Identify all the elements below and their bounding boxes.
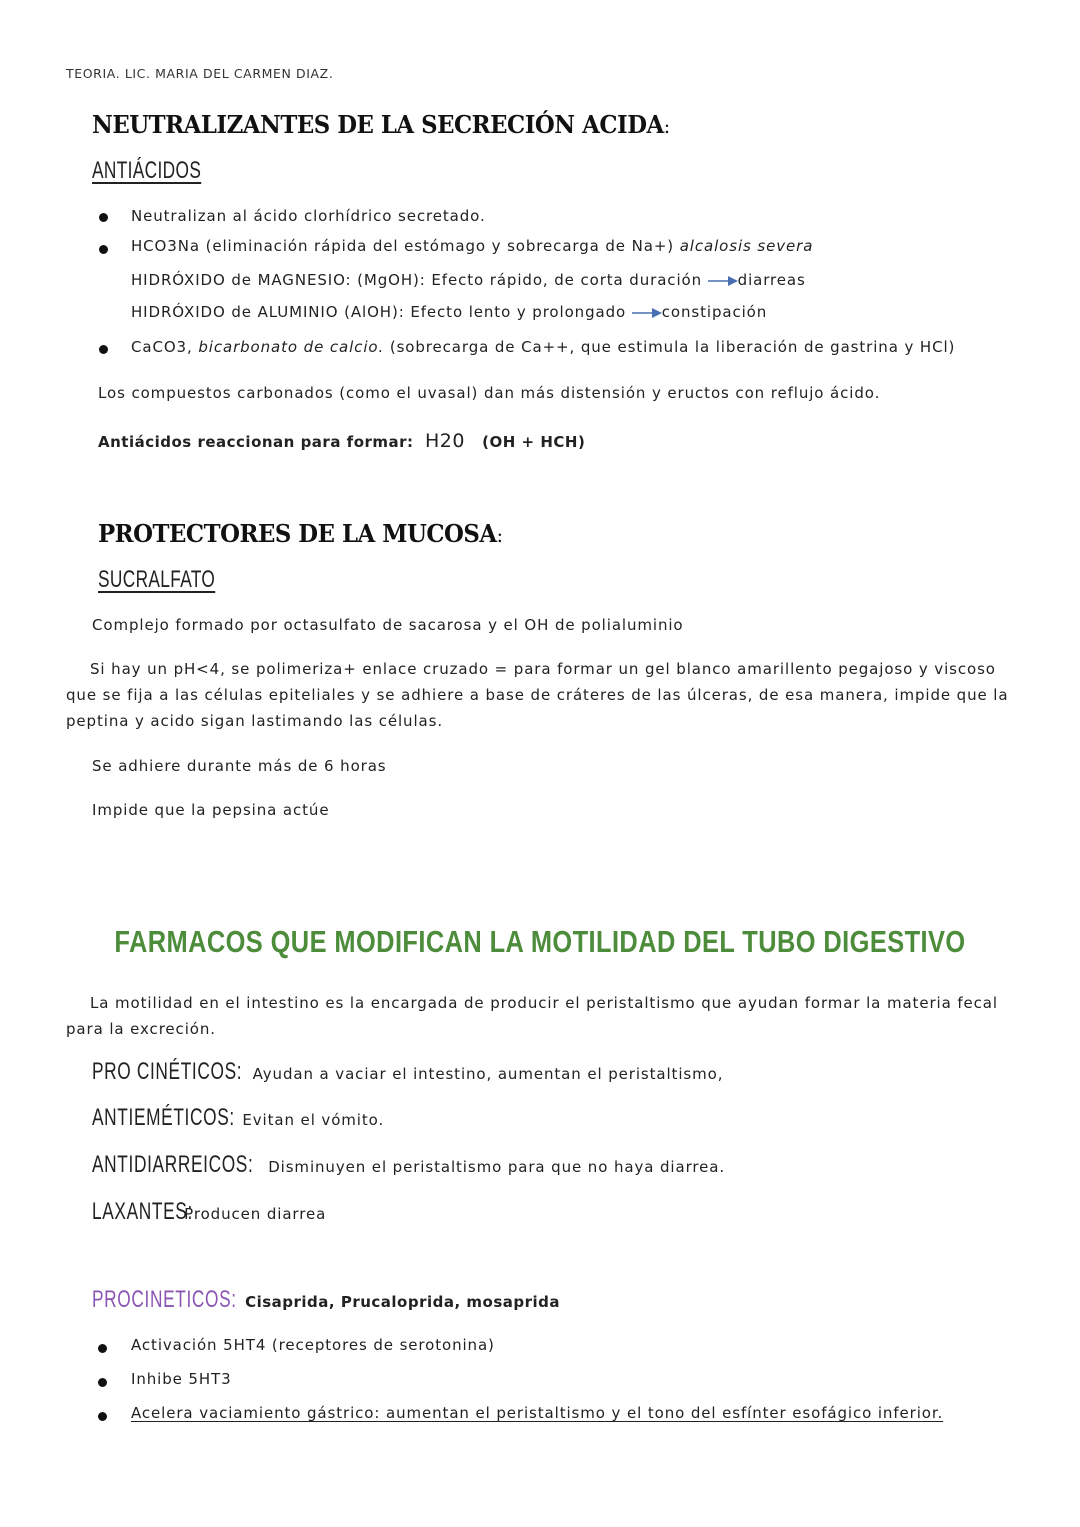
- motilidad-intro: La motilidad en el intestino es la encargada de producir el peristaltismo que ayudan formar la materia fecal para la excreción.: [66, 994, 998, 1038]
- formula-hco3na: HCO3Na: [131, 237, 200, 255]
- antiacidos-bullet-3: CaCO3, bicarbonato de calcio. (sobrecarga de Ca++, que estimula la liberación de gastrina y HCl): [131, 338, 956, 356]
- aluminio-line: HIDRÓXIDO de ALUMINIO (AlOH): Efecto lento y prolongado constipación: [131, 303, 768, 321]
- bullet-dot: [98, 1378, 107, 1387]
- bullet-dot: [99, 213, 108, 222]
- procineticos-bullet-2: Inhibe 5HT3: [131, 1370, 232, 1388]
- section-title-motilidad: FARMACOS QUE MODIFICAN LA MOTILIDAD DEL TUBO DIGESTIVO: [114, 924, 966, 959]
- sucralfato-pepsina: Impide que la pepsina actúe: [92, 801, 330, 819]
- section-title-protectores: PROTECTORES DE LA MUCOSA:: [98, 519, 503, 548]
- bullet-dot: [99, 345, 108, 354]
- bullet-dot: [98, 1344, 107, 1353]
- arrow-right-icon: [708, 274, 738, 288]
- category-laxantes: LAXANTES:Producen diarrea: [92, 1198, 327, 1225]
- carbonates-note: Los compuestos carbonados (como el uvasal) dan más distensión y eructos con reflujo ácido.: [98, 384, 881, 402]
- antiacidos-bullet-1: Neutralizan al ácido clorhídrico secretado.: [131, 207, 486, 225]
- teacher-header: TEORIA. LIC. MARIA DEL CARMEN DIAZ.: [66, 66, 334, 81]
- bullet-dot: [98, 1412, 107, 1421]
- subtitle-sucralfato: SUCRALFATO: [98, 566, 216, 593]
- category-antiemeticos: ANTIEMÉTICOS: Evitan el vómito.: [92, 1104, 385, 1131]
- subtitle-antiacidos: ANTIÁCIDOS: [92, 157, 202, 184]
- category-procineticos: PRO CINÉTICOS: Ayudan a vaciar el intestino, aumentan el peristaltismo,: [92, 1058, 724, 1085]
- bullet-dot: [99, 245, 108, 254]
- section-title-neutralizantes: NEUTRALIZANTES DE LA SECRECIÓN ACIDA:: [92, 110, 670, 139]
- category-antidiarreicos: ANTIDIARREICOS: Disminuyen el peristaltismo para que no haya diarrea.: [92, 1151, 725, 1178]
- reaction-line: Antiácidos reaccionan para formar: H20 (OH + HCH): [98, 430, 586, 452]
- sucralfato-duration: Se adhiere durante más de 6 horas: [92, 757, 387, 775]
- procineticos-bullet-1: Activación 5HT4 (receptores de serotonina): [131, 1336, 495, 1354]
- sucralfato-paragraph: Si hay un pH<4, se polimeriza+ enlace cruzado = para formar un gel blanco amarillento pegajoso y viscoso que se fija a las células epiteliales y se adhiere a base de cráteres de las úlceras, de esa manera, impide que la peptina y acido sigan lastimando las células.: [66, 660, 1009, 730]
- antiacidos-bullet-2: HCO3Na (eliminación rápida del estómago y sobrecarga de Na+) alcalosis severa: [131, 237, 814, 255]
- reaction-formula: H20: [425, 430, 465, 452]
- procineticos-heading: PROCINETICOS: Cisaprida, Prucaloprida, mosaprida: [92, 1286, 561, 1313]
- reaction-detail: (OH + HCH): [482, 433, 586, 451]
- procineticos-bullet-3: Acelera vaciamiento gástrico: aumentan el peristaltismo y el tono del esfínter esofágico inferior.: [131, 1404, 944, 1422]
- formula-caco3: CaCO3,: [131, 338, 193, 356]
- arrow-right-icon: [632, 306, 662, 320]
- magnesio-line: HIDRÓXIDO de MAGNESIO: (MgOH): Efecto rápido, de corta duración diarreas: [131, 271, 806, 289]
- sucralfato-composition: Complejo formado por octasulfato de sacarosa y el OH de polialuminio: [92, 616, 684, 634]
- alcalosis-note: alcalosis severa: [679, 237, 814, 255]
